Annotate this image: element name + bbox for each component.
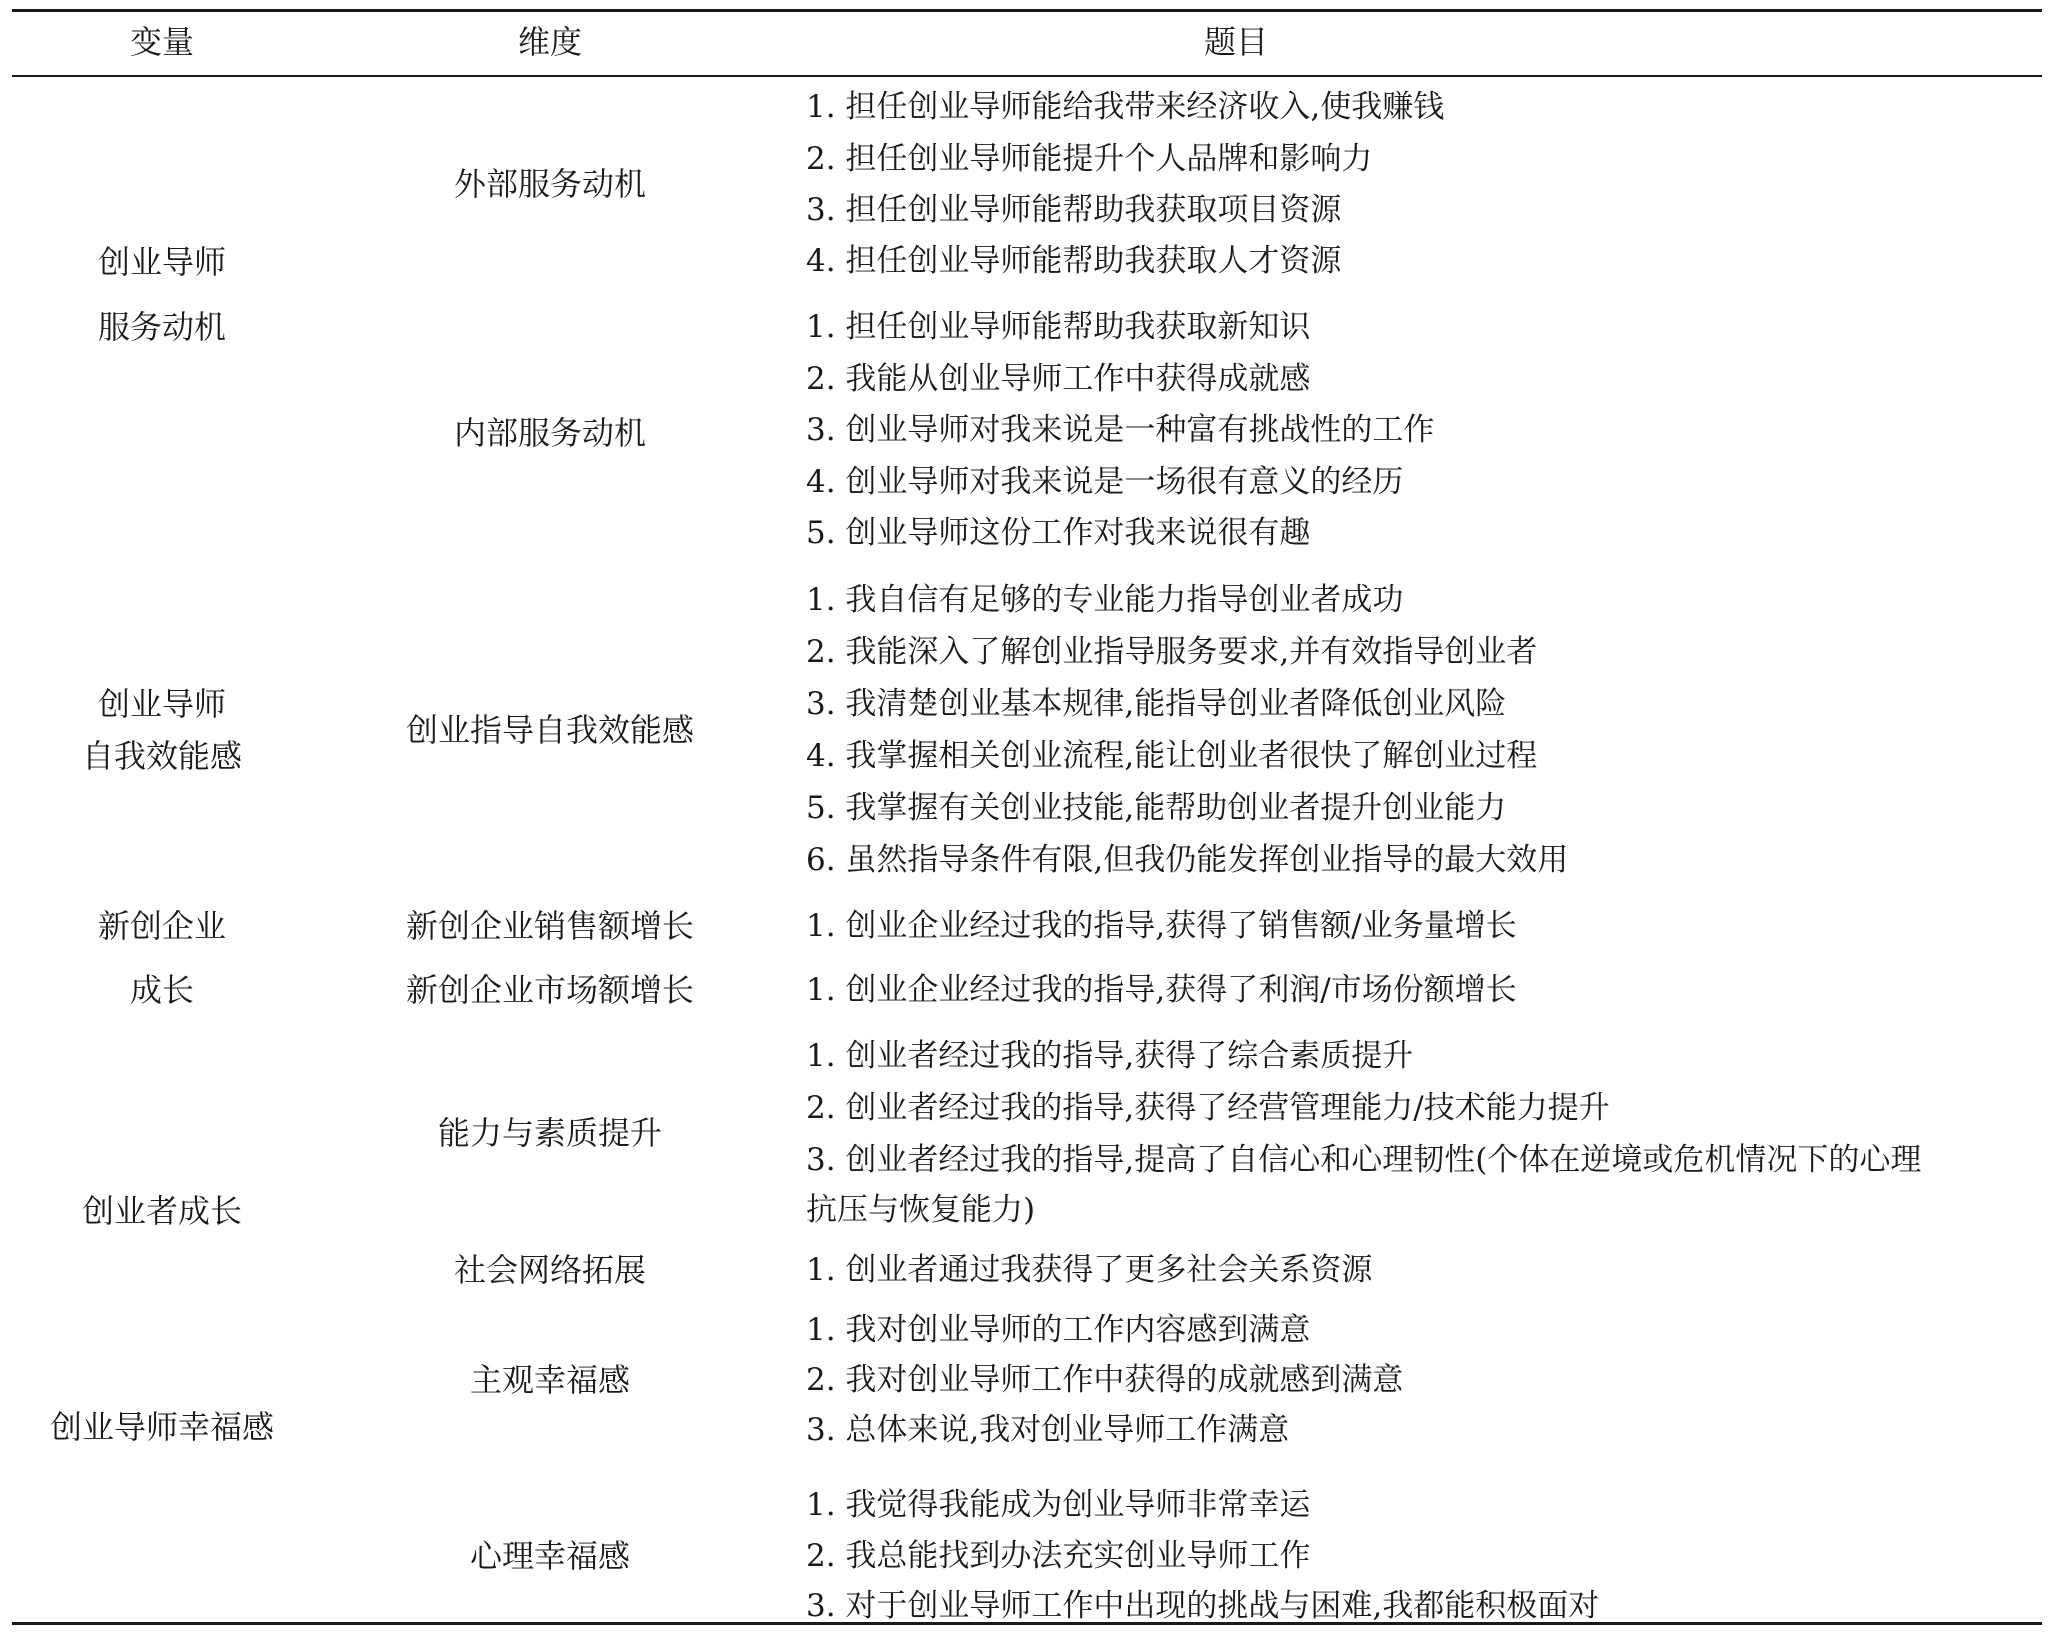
header-dimension: 维度 xyxy=(517,23,582,61)
variable-cell: 创业者成长 xyxy=(81,1192,242,1230)
item-text: 1. 创业者通过我获得了更多社会关系资源 xyxy=(806,1252,1373,1288)
dimension-cell: 创业指导自我效能感 xyxy=(405,711,694,749)
variable-cell: 服务动机 xyxy=(97,308,226,346)
item-text: 2. 我能深入了解创业指导服务要求,并有效指导创业者 xyxy=(806,634,1538,670)
item-text: 6. 虽然指导条件有限,但我仍能发挥创业指导的最大效用 xyxy=(806,842,1569,878)
item-text: 3. 创业导师对我来说是一种富有挑战性的工作 xyxy=(806,412,1435,448)
item-text: 5. 我掌握有关创业技能,能帮助创业者提升创业能力 xyxy=(806,790,1507,826)
dimension-cell: 社会网络拓展 xyxy=(453,1251,646,1289)
dimension-cell: 主观幸福感 xyxy=(469,1361,630,1399)
variable-cell: 自我效能感 xyxy=(81,737,242,775)
item-text: 3. 我清楚创业基本规律,能指导创业者降低创业风险 xyxy=(806,686,1507,722)
item-text: 2. 我能从创业导师工作中获得成就感 xyxy=(806,361,1311,397)
item-text: 1. 创业企业经过我的指导,获得了销售额/业务量增长 xyxy=(806,908,1517,944)
variable-cell: 创业导师 xyxy=(97,243,226,281)
variable-cell: 创业导师幸福感 xyxy=(49,1408,274,1446)
item-text: 3. 总体来说,我对创业导师工作满意 xyxy=(806,1412,1290,1448)
dimension-cell: 能力与素质提升 xyxy=(437,1114,662,1152)
item-text: 3. 担任创业导师能帮助我获取项目资源 xyxy=(806,192,1342,228)
dimension-cell: 新创企业销售额增长 xyxy=(405,907,694,945)
item-text: 2. 担任创业导师能提升个人品牌和影响力 xyxy=(806,141,1373,177)
table-top-rule xyxy=(12,9,2042,12)
header-variable: 变量 xyxy=(129,23,194,61)
dimension-cell: 外部服务动机 xyxy=(453,165,646,203)
item-text: 1. 创业者经过我的指导,获得了综合素质提升 xyxy=(806,1038,1414,1074)
item-text: 1. 我对创业导师的工作内容感到满意 xyxy=(806,1312,1311,1348)
item-text: 1. 担任创业导师能帮助我获取新知识 xyxy=(806,309,1311,345)
dimension-cell: 新创企业市场额增长 xyxy=(405,971,694,1009)
item-text: 3. 创业者经过我的指导,提高了自信心和心理韧性(个体在逆境或危机情况下的心理 xyxy=(806,1142,1922,1178)
item-text: 1. 我自信有足够的专业能力指导创业者成功 xyxy=(806,582,1404,618)
item-text: 2. 我总能找到办法充实创业导师工作 xyxy=(806,1538,1311,1574)
item-text: 4. 担任创业导师能帮助我获取人才资源 xyxy=(806,243,1342,279)
item-text: 3. 对于创业导师工作中出现的挑战与困难,我都能积极面对 xyxy=(806,1588,1600,1624)
item-text: 抗压与恢复能力) xyxy=(806,1192,1036,1228)
header-item: 题目 xyxy=(1203,23,1268,61)
dimension-cell: 心理幸福感 xyxy=(469,1537,630,1575)
variable-cell: 新创企业 xyxy=(97,907,226,945)
item-text: 4. 创业导师对我来说是一场很有意义的经历 xyxy=(806,464,1404,500)
item-text: 1. 担任创业导师能给我带来经济收入,使我赚钱 xyxy=(806,89,1445,125)
item-text: 2. 我对创业导师工作中获得的成就感到满意 xyxy=(806,1362,1404,1398)
table-header-rule xyxy=(12,75,2042,77)
item-text: 2. 创业者经过我的指导,获得了经营管理能力/技术能力提升 xyxy=(806,1090,1610,1126)
variable-cell: 成长 xyxy=(129,971,194,1009)
item-text: 5. 创业导师这份工作对我来说很有趣 xyxy=(806,515,1311,551)
item-text: 1. 创业企业经过我的指导,获得了利润/市场份额增长 xyxy=(806,972,1517,1008)
item-text: 4. 我掌握相关创业流程,能让创业者很快了解创业过程 xyxy=(806,738,1538,774)
variable-cell: 创业导师 xyxy=(97,685,226,723)
dimension-cell: 内部服务动机 xyxy=(453,414,646,452)
item-text: 1. 我觉得我能成为创业导师非常幸运 xyxy=(806,1487,1311,1523)
